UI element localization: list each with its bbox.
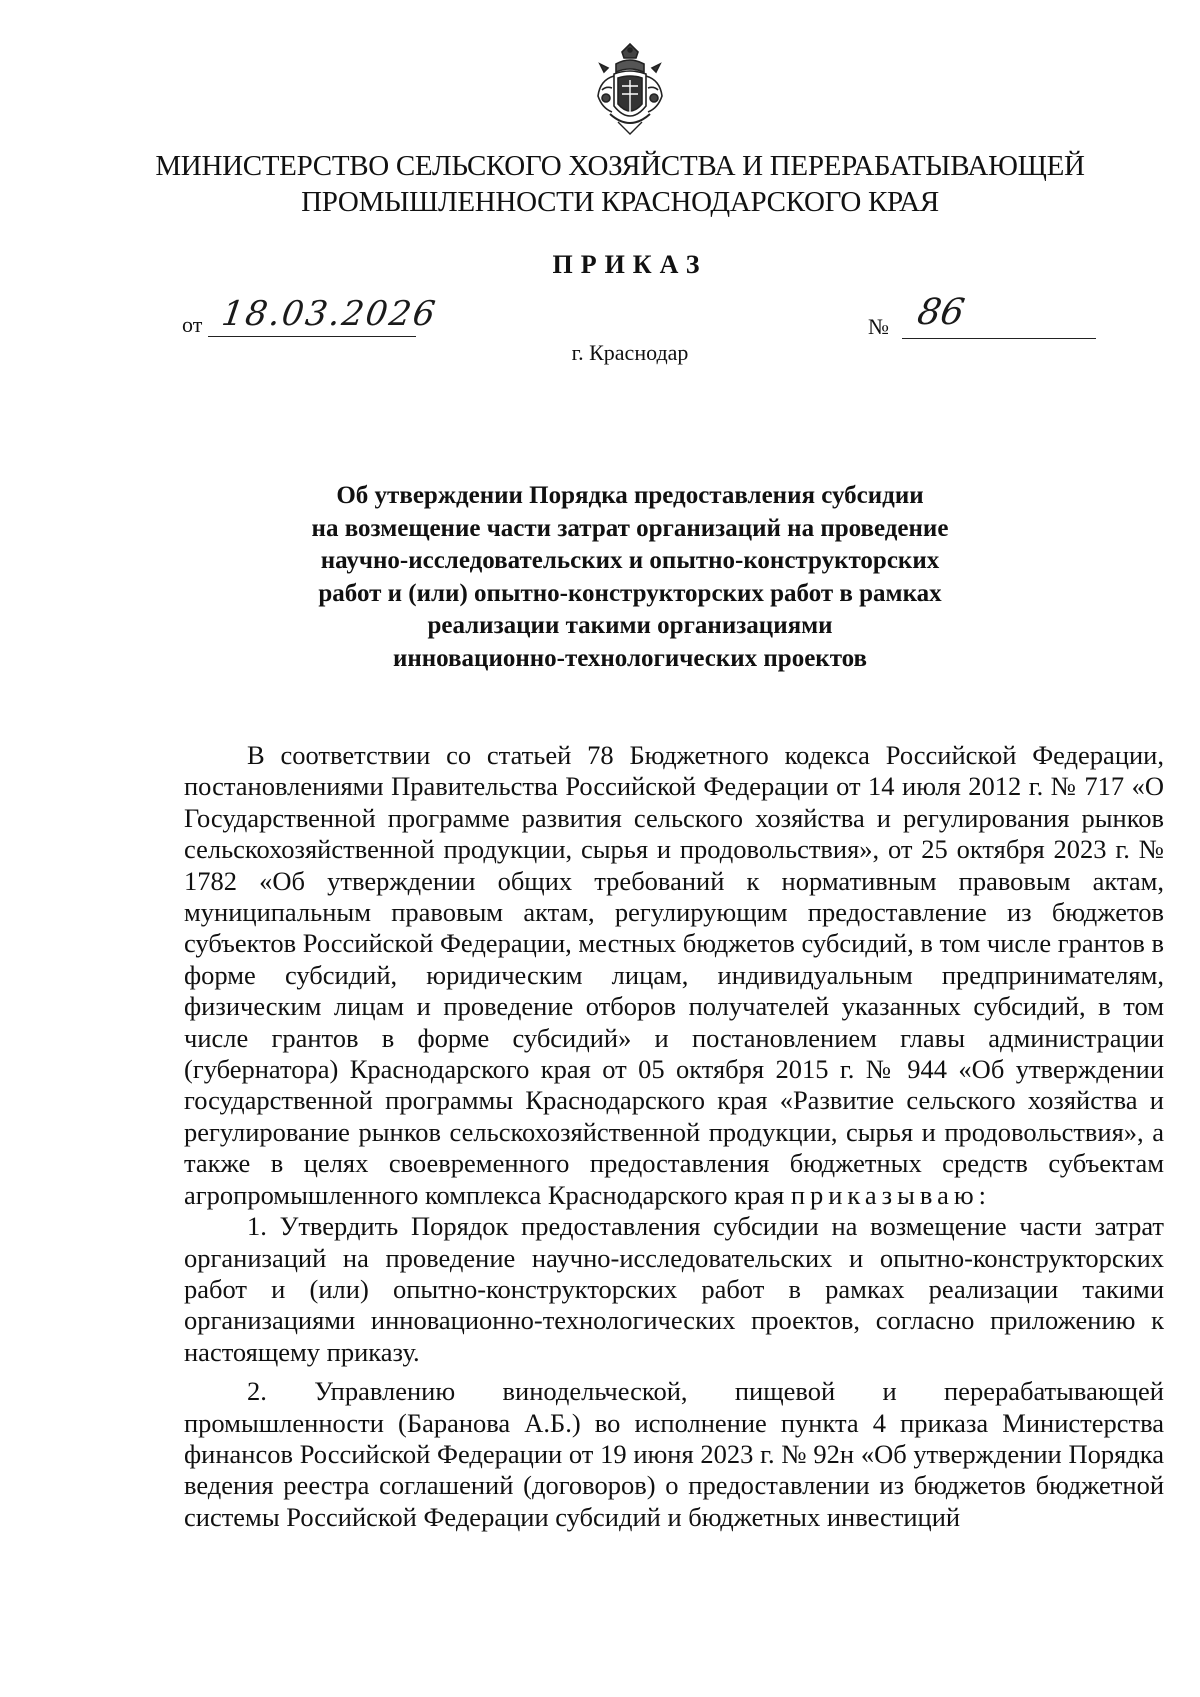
order-word: приказываю: [790, 1179, 979, 1210]
number-underline: [902, 338, 1096, 339]
ministry-name-line1: МИНИСТЕРСТВО СЕЛЬСКОГО ХОЗЯЙСТВА И ПЕРЕРАБАТЫВАЮЩЕЙ: [155, 150, 1085, 182]
ministry-name: [150, 148, 1090, 220]
item-2-paragraph: 2. Управлению винодельческой, пищевой и перерабатывающей промышленности (Баранова А.Б.) во исполнение пункта 4 приказа Министерства финансов Российской Федерации от 19 июня 2023 г. № 92н «Об утверждении Порядка ведения реестра соглашений (договоров) о предоставлении из бюджетов бюджетной системы Российской Федерации субсидий и бюджетных инвестиций: [184, 1376, 1164, 1532]
order-date: [182, 294, 440, 340]
date-underline: [208, 336, 416, 337]
coat-of-arms-icon: [592, 42, 668, 138]
ministry-name-line2: ПРОМЫШЛЕННОСТИ КРАСНОДАРСКОГО КРАЯ: [301, 186, 939, 218]
preamble-paragraph: [184, 740, 1164, 1211]
subject-line: работ и (или) опытно-конструкторских работ в рамках: [318, 579, 942, 607]
subject-line: реализации такими организациями: [427, 612, 833, 639]
preamble-text: В соответствии со статьей 78 Бюджетного кодекса Российской Федерации, постановлениями Правительства Российской Федерации от 14 июля 2012 г. № 717 «О Государственной программе развития сельского хозяйства и регулирования рынков сельскохозяйственной продукции, сырья и продовольствия», от 25 октября 2023 г. № 1782 «Об утверждении общих требований к нормативным правовым актам, муниципальным правовым актам, регулирующим предоставление из бюджетов субъектов Российской Федерации, местных бюджетов субсидий, в том числе грантов в форме субсидий, юридическим лицам, индивидуальным предпринимателям, физическим лицам и проведение отборов получателей указанных субсидий, в том числе грантов в форме субсидий» и постановлением главы администрации (губернатора) Краснодарского края от 05 октября 2015 г. № 944 «Об утверждении государственной программы Краснодарского края «Развитие сельского хозяйства и регулирование рынков сельскохозяйственной продукции, сырья и продовольствия», а также в целях своевременного предоставления бюджетных средств субъектам агропромышленного комплекса Краснодарского края: [184, 740, 1164, 1210]
date-handwritten: 18.03.2026: [219, 294, 440, 334]
subject-line: на возмещение части затрат организаций на проведение: [311, 514, 949, 542]
city: г. Краснодар: [571, 340, 689, 365]
date-prefix: от: [182, 312, 203, 337]
preamble-colon: :: [978, 1179, 987, 1210]
item-1-paragraph: 1. Утвердить Порядок предоставления субсидии на возмещение части затрат организаций на проведение научно-исследовательских и опытно-конструкторских работ и (или) опытно-конструкторских работ в рамках реализации такими организациями инновационно-технологических проектов, согласно приложению к настоящему приказу.: [184, 1211, 1164, 1367]
number-prefix: №: [868, 314, 889, 339]
subject-line: инновационно-технологических проектов: [392, 644, 868, 672]
order-body: [184, 740, 1164, 1533]
order-subject: [210, 480, 1050, 675]
order-number: [868, 292, 1108, 340]
order-title: ПРИКАЗ: [552, 250, 708, 279]
number-handwritten: 86: [914, 292, 968, 333]
subject-line: Об утверждении Порядка предоставления субсидии: [336, 482, 924, 509]
subject-line: научно-исследовательских и опытно-конструкторских: [320, 547, 940, 574]
